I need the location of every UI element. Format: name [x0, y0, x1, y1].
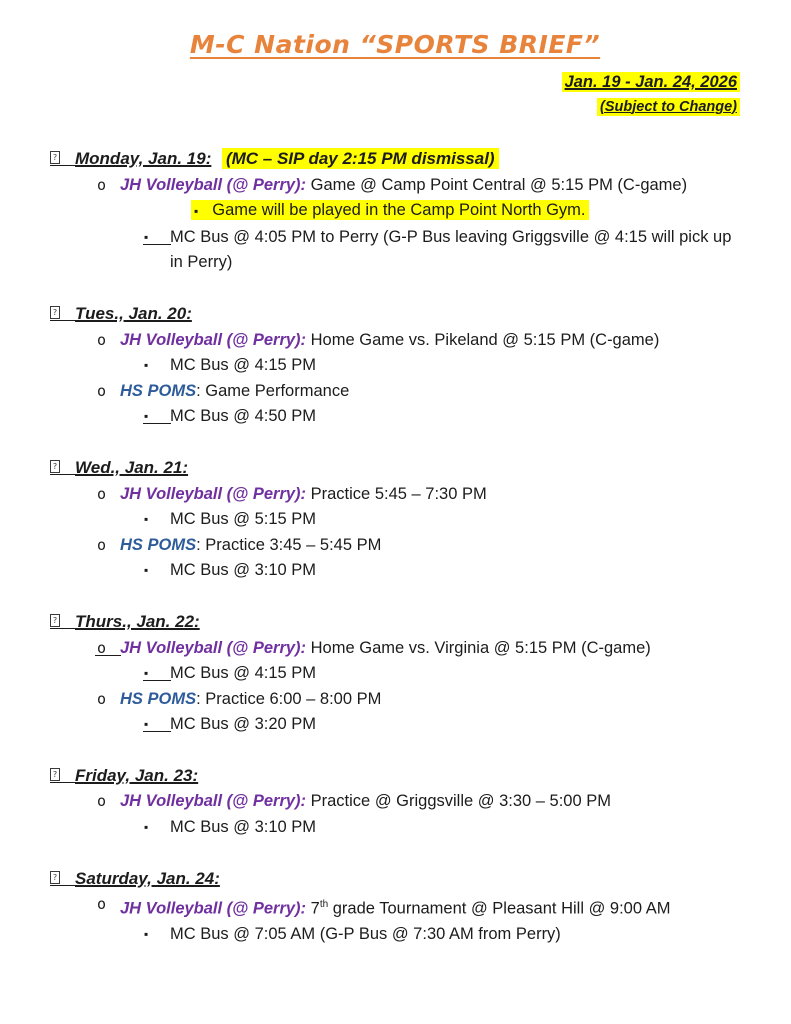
date-range: Jan. 19 - Jan. 24, 2026: [562, 72, 740, 92]
bus-note-text: MC Bus @ 4:15 PM: [170, 356, 317, 375]
circle-bullet-icon: o: [97, 330, 107, 349]
event-line: [50, 379, 740, 405]
day-section-tuesday: [50, 301, 740, 430]
tab-underline: [50, 320, 75, 321]
event-detail: Game @ Camp Point Central @ 5:15 PM (C-game): [306, 175, 688, 194]
bus-note-line: [50, 353, 740, 379]
sport-name: JH Volleyball (@ Perry):: [120, 175, 307, 194]
circle-bullet-icon: o: [97, 381, 107, 400]
event-detail-pre: 7: [306, 899, 320, 918]
event-line: [50, 687, 740, 713]
page-title: M-C Nation “SPORTS BRIEF”: [189, 30, 601, 59]
day-heading-line: [50, 609, 740, 636]
missing-glyph-bullet-icon: ?: [50, 768, 60, 781]
missing-glyph-bullet-icon: ?: [50, 306, 60, 319]
bus-note-text: MC Bus @ 3:20 PM: [170, 715, 317, 734]
bus-note-line: [50, 922, 740, 948]
day-section-saturday: [50, 866, 740, 948]
sport-name: JH Volleyball (@ Perry):: [120, 330, 307, 349]
circle-bullet-icon: o: [97, 689, 107, 708]
sport-name: JH Volleyball (@ Perry):: [120, 899, 307, 918]
missing-glyph-bullet-icon: ?: [50, 151, 60, 164]
sport-name: HS POMS: [120, 689, 197, 708]
bus-note-line: [50, 225, 740, 276]
bus-note-text: MC Bus @ 5:15 PM: [170, 510, 317, 529]
tab-underline: [143, 731, 171, 732]
gym-note-line: [50, 198, 740, 225]
tab-underline: [143, 244, 171, 245]
bus-note-text: MC Bus @ 3:10 PM: [170, 818, 317, 837]
tab-underline: [50, 885, 75, 886]
event-line: [50, 636, 740, 662]
sport-name: JH Volleyball (@ Perry):: [120, 484, 307, 503]
square-bullet-icon: ▪: [144, 666, 149, 681]
square-bullet-icon: ▪: [194, 204, 199, 219]
tab-underline: [50, 628, 75, 629]
ordinal-superscript: th: [319, 899, 329, 911]
missing-glyph-bullet-icon: ?: [50, 614, 60, 627]
sport-name: HS POMS: [120, 381, 197, 400]
event-line: [50, 482, 740, 508]
square-bullet-icon: ▪: [144, 717, 149, 732]
sport-name: JH Volleyball (@ Perry):: [120, 638, 307, 657]
event-detail: : Practice 3:45 – 5:45 PM: [196, 535, 382, 554]
day-heading-line: [50, 763, 740, 790]
circle-bullet-icon: o: [97, 175, 107, 194]
event-detail: : Practice 6:00 – 8:00 PM: [196, 689, 382, 708]
event-detail: Practice 5:45 – 7:30 PM: [306, 484, 487, 503]
event-line: [50, 789, 740, 815]
circle-bullet-icon: o: [97, 535, 107, 554]
dismissal-note: (MC – SIP day 2:15 PM dismissal): [222, 148, 499, 169]
day-heading-text: Wed., Jan. 21:: [75, 457, 189, 477]
event-detail: : Game Performance: [196, 381, 350, 400]
bus-note-line: [50, 404, 740, 430]
bus-note-text: MC Bus @ 3:10 PM: [170, 561, 317, 580]
circle-bullet-icon: o: [97, 484, 107, 503]
event-line: [50, 533, 740, 559]
tab-underline: [50, 165, 75, 166]
gym-note-text: Game will be played in the Camp Point North Gym.: [212, 201, 586, 220]
bus-note-text: MC Bus @ 7:05 AM (G-P Bus @ 7:30 AM from Perry): [170, 925, 561, 944]
circle-bullet-icon: o: [97, 792, 107, 811]
tab-underline: [143, 423, 171, 424]
event-detail-post: grade Tournament @ Pleasant Hill @ 9:00 AM: [328, 899, 671, 918]
day-heading-line: [50, 866, 740, 893]
day-heading-text: Thurs., Jan. 22:: [75, 611, 200, 631]
bus-note-line: [50, 507, 740, 533]
sport-name: JH Volleyball (@ Perry):: [120, 792, 307, 811]
day-heading-line: [50, 455, 740, 482]
event-line: [50, 892, 740, 922]
event-detail: Practice @ Griggsville @ 3:30 – 5:00 PM: [306, 792, 611, 811]
event-line: [50, 328, 740, 354]
day-heading-text: Tues., Jan. 20:: [75, 303, 192, 323]
bus-note-text: MC Bus @ 4:15 PM: [170, 664, 317, 683]
day-section-thursday: [50, 609, 740, 738]
tab-underline: [95, 655, 121, 656]
sport-name: HS POMS: [120, 535, 197, 554]
day-section-monday: [50, 146, 740, 276]
event-detail: Home Game vs. Virginia @ 5:15 PM (C-game): [306, 638, 651, 657]
day-heading-text: Friday, Jan. 23:: [75, 765, 199, 785]
event-line: [50, 173, 740, 199]
bus-note-line: [50, 815, 740, 841]
day-heading-text: Saturday, Jan. 24:: [75, 868, 220, 888]
circle-bullet-icon: o: [97, 638, 107, 657]
date-range-row: [50, 70, 740, 94]
day-heading-line: [50, 301, 740, 328]
square-bullet-icon: ▪: [144, 563, 149, 578]
missing-glyph-bullet-icon: ?: [50, 460, 60, 473]
square-bullet-icon: ▪: [144, 409, 149, 424]
highlighted-note: [191, 200, 589, 220]
header: [50, 28, 740, 65]
bus-note-text: MC Bus @ 4:05 PM to Perry (G-P Bus leaving Griggsville @ 4:15 will pick up in Perry): [170, 227, 732, 272]
subject-note-row: [50, 94, 740, 119]
schedule-list: [50, 146, 740, 948]
square-bullet-icon: ▪: [144, 927, 149, 942]
tab-underline: [143, 680, 171, 681]
tab-underline: [50, 474, 75, 475]
day-heading-line: [50, 146, 740, 173]
day-heading-text: Monday, Jan. 19:: [75, 149, 212, 168]
day-section-wednesday: [50, 455, 740, 584]
bus-note-line: [50, 558, 740, 584]
square-bullet-icon: ▪: [144, 512, 149, 527]
missing-glyph-bullet-icon: ?: [50, 871, 60, 884]
bus-note-line: [50, 661, 740, 687]
square-bullet-icon: ▪: [144, 820, 149, 835]
event-detail: Home Game vs. Pikeland @ 5:15 PM (C-game): [306, 330, 660, 349]
square-bullet-icon: ▪: [144, 229, 149, 244]
day-section-friday: [50, 763, 740, 841]
bus-note-text: MC Bus @ 4:50 PM: [170, 407, 317, 426]
circle-bullet-icon: o: [97, 895, 107, 914]
tab-underline: [50, 782, 75, 783]
square-bullet-icon: ▪: [144, 358, 149, 373]
bus-note-line: [50, 712, 740, 738]
subject-to-change-note: (Subject to Change): [597, 98, 740, 116]
